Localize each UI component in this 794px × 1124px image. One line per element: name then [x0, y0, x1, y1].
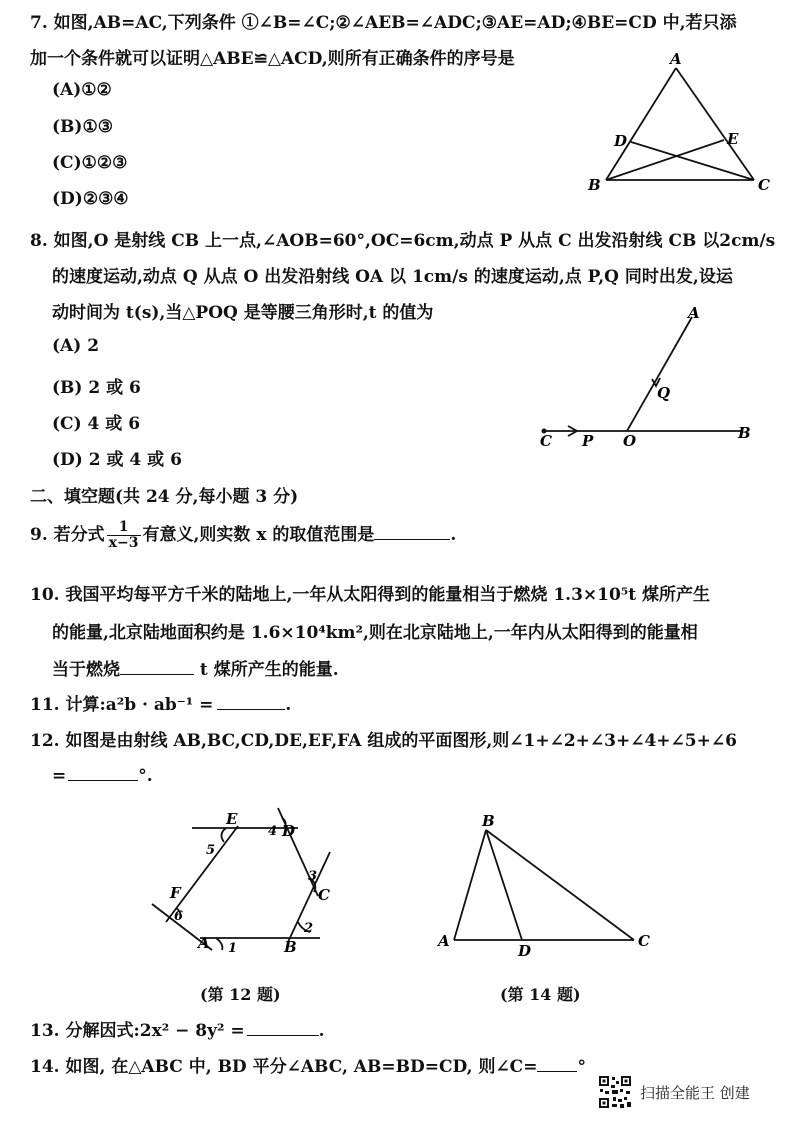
q8-label-o: O	[623, 432, 637, 450]
q14-answer-blank	[537, 1053, 577, 1072]
q8-line2: 的速度运动,动点 Q 从点 O 出发沿射线 OA 以 1cm/s 的速度运动,点 P,Q 同时出发,设运	[52, 267, 733, 287]
q7-label-c: C	[758, 176, 770, 194]
q9-suffix: 有意义,则实数 x 的取值范围是	[142, 525, 375, 545]
q12-line1: 12. 如图是由射线 AB,BC,CD,DE,EF,FA 组成的平面图形,则∠1+∠2+∠3+∠4+∠5+∠6	[30, 731, 737, 751]
q12-line2	[52, 762, 153, 786]
q7-figure	[576, 50, 776, 200]
q13-end: .	[318, 1021, 325, 1041]
q10-line2: 的能量,北京陆地面积约是 1.6×10⁴km²,则在北京陆地上,一年内从太阳得到的能量相	[52, 623, 698, 643]
q10-line3	[52, 655, 339, 680]
q12-label-f: F	[170, 884, 181, 902]
q12-angle-1: 1	[228, 941, 238, 956]
q14-label-c: C	[638, 932, 650, 950]
q9-frac-den: x−3	[108, 535, 139, 551]
q7-option-a: (A)①②	[52, 80, 112, 100]
q12-angle-6: 6	[174, 909, 184, 924]
q13-prefix: 13. 分解因式:2x² − 8y² =	[30, 1021, 245, 1041]
q14-end: °	[577, 1057, 586, 1077]
q9-frac-num: 1	[107, 520, 141, 536]
q14-label-a: A	[438, 932, 450, 950]
q8-option-b: (B) 2 或 6	[52, 378, 141, 398]
q9-end: .	[450, 525, 457, 545]
q12-answer-blank	[68, 762, 138, 781]
q12-line2-suffix: °.	[138, 766, 153, 786]
q8-label-q: Q	[657, 384, 671, 402]
q8-option-a: (A) 2	[52, 336, 100, 356]
q12-figure	[140, 800, 350, 960]
qr-code-icon	[598, 1075, 632, 1109]
q14-cropped-row	[0, 1052, 794, 1077]
q13-answer-blank	[247, 1017, 319, 1036]
q10-line1: 10. 我国平均每平方千米的陆地上,一年从太阳得到的能量相当于燃烧 1.3×10⁵t 煤所产生	[30, 585, 711, 605]
q10-answer-blank	[120, 656, 194, 675]
q7-label-b: B	[588, 176, 601, 194]
q14-label-d: D	[518, 942, 532, 960]
q8-line3: 动时间为 t(s),当△POQ 是等腰三角形时,t 的值为	[52, 303, 434, 323]
q14-label-b: B	[482, 812, 495, 830]
q9-answer-blank	[374, 521, 450, 540]
q9-prefix: 9. 若分式	[30, 525, 105, 545]
q12-label-c: C	[318, 886, 330, 904]
q12-label-d: D	[282, 822, 296, 840]
q7-option-c: (C)①②③	[52, 153, 128, 173]
q13-line	[30, 1016, 325, 1041]
q12-angle-3: 3	[308, 869, 318, 884]
q14-line-partial	[30, 1052, 586, 1077]
q7-option-b: (B)①③	[52, 117, 113, 137]
q8-label-a: A	[688, 304, 700, 322]
q10-line3-suffix: t 煤所产生的能量.	[194, 660, 339, 680]
q7-line2: 加一个条件就可以证明△ABE≌△ACD,则所有正确条件的序号是	[30, 49, 515, 69]
q10-line3-prefix: 当于燃烧	[52, 660, 120, 680]
q8-label-c: C	[540, 432, 552, 450]
q9-line	[30, 520, 456, 551]
q12-angle-2: 2	[304, 921, 314, 936]
q14-caption: (第 14 题)	[500, 985, 581, 1004]
q11-prefix: 11. 计算:a²b · ab⁻¹ =	[30, 695, 214, 715]
q8-label-b: B	[738, 424, 751, 442]
q11-answer-blank	[217, 691, 285, 710]
q9-fraction	[107, 520, 141, 551]
q14-figure	[430, 810, 660, 960]
scanner-watermark-text: 扫描全能王 创建	[640, 1084, 750, 1102]
q8-option-c: (C) 4 或 6	[52, 414, 141, 434]
q14-text: 14. 如图, 在△ABC 中, BD 平分∠ABC, AB=BD=CD, 则∠C=	[30, 1057, 538, 1077]
q7-line1: 7. 如图,AB=AC,下列条件 ①∠B=∠C;②∠AEB=∠ADC;③AE=AD;④BE=CD 中,若只添	[30, 13, 737, 33]
q7-label-d: D	[614, 132, 628, 150]
q8-line1: 8. 如图,O 是射线 CB 上一点,∠AOB=60°,OC=6cm,动点 P 从点 C 出发沿射线 CB 以2cm/s	[30, 231, 776, 251]
q12-angle-4: 4	[268, 824, 278, 839]
q7-label-a: A	[670, 50, 682, 68]
q8-label-p: P	[582, 432, 594, 450]
q11-line	[30, 690, 291, 715]
q12-label-a: A	[198, 934, 210, 952]
q12-line2-prefix: =	[52, 766, 67, 786]
q11-end: .	[285, 695, 292, 715]
section2-title: 二、填空题(共 24 分,每小题 3 分)	[30, 487, 299, 507]
q7-option-d: (D)②③④	[52, 189, 129, 209]
q7-label-e: E	[727, 130, 739, 148]
q8-figure	[530, 300, 770, 460]
q8-option-d: (D) 2 或 4 或 6	[52, 450, 182, 470]
q12-label-e: E	[226, 810, 238, 828]
q12-label-b: B	[284, 938, 297, 956]
q12-angle-5: 5	[206, 843, 216, 858]
q12-caption: (第 12 题)	[200, 985, 281, 1004]
